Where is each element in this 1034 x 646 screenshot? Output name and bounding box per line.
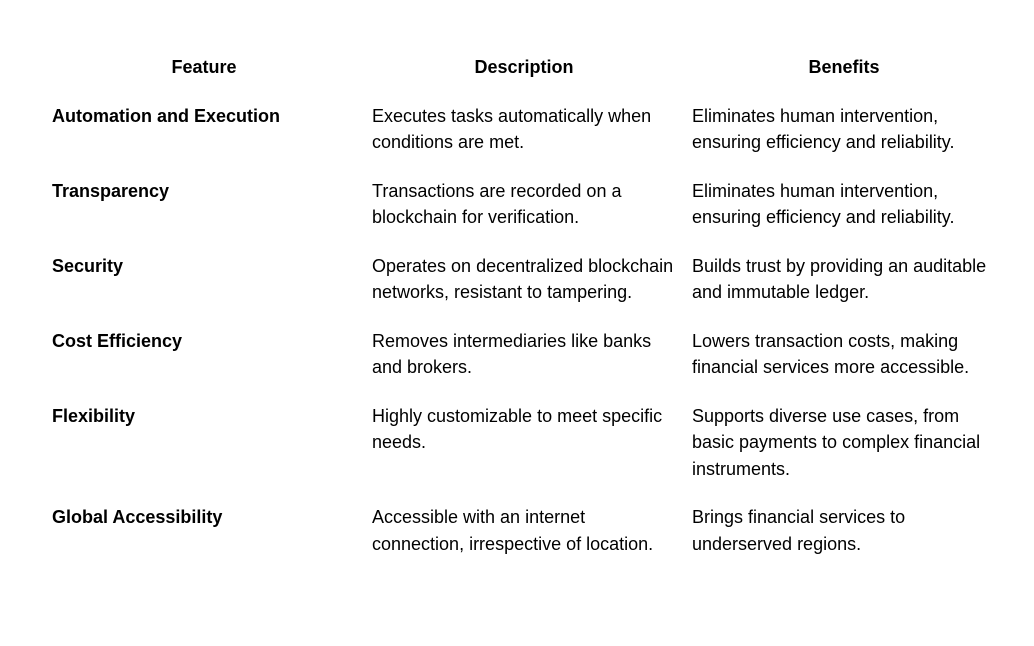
benefits-cell: Eliminates human intervention, ensuring efficiency and reliability. bbox=[692, 105, 955, 152]
feature-cell: Automation and Execution bbox=[52, 105, 281, 126]
feature-cell: Flexibility bbox=[52, 405, 136, 426]
description-cell: Highly customizable to meet specific needs. bbox=[372, 405, 663, 452]
benefits-cell: Brings financial services to underserved regions. bbox=[692, 507, 906, 554]
feature-table bbox=[44, 46, 1004, 571]
description-cell: Executes tasks automatically when conditions are met. bbox=[372, 105, 652, 152]
description-cell: Transactions are recorded on a blockchain for verification. bbox=[372, 180, 622, 227]
description-cell: Operates on decentralized blockchain networks, resistant to tampering. bbox=[372, 255, 674, 302]
table-row bbox=[44, 95, 1004, 170]
description-cell: Removes intermediaries like banks and brokers. bbox=[372, 330, 652, 377]
feature-cell: Transparency bbox=[52, 180, 170, 201]
feature-cell: Security bbox=[52, 255, 124, 276]
header-feature: Feature bbox=[171, 57, 237, 77]
feature-cell: Global Accessibility bbox=[52, 507, 223, 527]
table-row bbox=[44, 170, 1004, 245]
benefits-cell: Builds trust by providing an auditable and immutable ledger. bbox=[692, 255, 987, 302]
feature-cell: Cost Efficiency bbox=[52, 330, 183, 351]
header-description: Description bbox=[474, 57, 574, 77]
description-cell: Accessible with an internet connection, irrespective of location. bbox=[372, 507, 654, 554]
table-row bbox=[44, 320, 1004, 395]
table-row bbox=[44, 395, 1004, 497]
table-row bbox=[44, 496, 1004, 571]
benefits-cell: Lowers transaction costs, making financial services more accessible. bbox=[692, 330, 970, 377]
benefits-cell: Eliminates human intervention, ensuring efficiency and reliability. bbox=[692, 180, 955, 227]
header-benefits: Benefits bbox=[808, 57, 880, 77]
table-header-row bbox=[44, 46, 1004, 95]
table-row bbox=[44, 245, 1004, 320]
benefits-cell: Supports diverse use cases, from basic payments to complex financial instruments. bbox=[692, 405, 981, 479]
